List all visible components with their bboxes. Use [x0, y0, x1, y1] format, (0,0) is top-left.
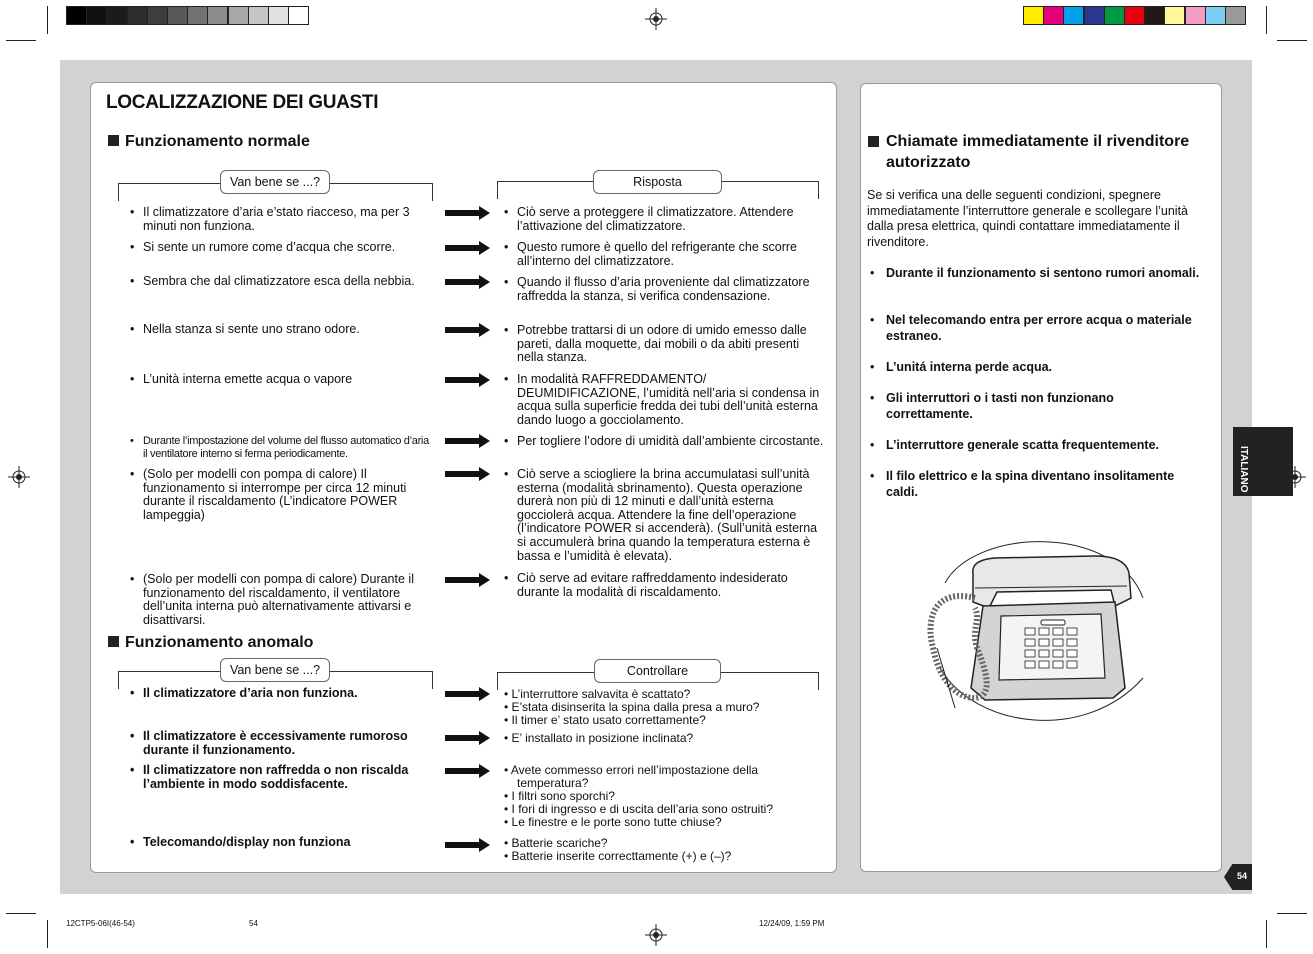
square-bullet-icon — [108, 636, 119, 647]
list-item: • L’interruttore generale scatta frequentemente. — [870, 438, 1200, 454]
footer-file: 12CTP5-06I(46-54) — [66, 919, 135, 928]
language-tab-label: ITALIANO — [1238, 446, 1249, 493]
list-item: • Telecomando/display non funziona — [130, 836, 435, 850]
list-item: • L’unità interna emette acqua o vapore — [130, 373, 435, 387]
arrow-right-icon — [445, 573, 490, 587]
color-swatch — [1023, 6, 1044, 25]
check-item: • Avete commesso errori nell’impostazione della temperatura? — [504, 763, 759, 790]
arrow-right-icon — [445, 373, 490, 387]
list-item: • Nel telecomando entra per errore acqua o materiale estraneo. — [870, 313, 1200, 344]
section-abnormal-label: Funzionamento anomalo — [125, 634, 314, 651]
list-item: • Il filo elettrico e la spina diventano insolitamente caldi. — [870, 469, 1200, 500]
arrow-right-icon — [445, 275, 490, 289]
color-swatch — [1084, 6, 1105, 25]
arrow-right-icon — [445, 434, 490, 448]
list-item: • (Solo per modelli con pompa di calore) Il funzionamento si interrompe per circa 12 minuti durante il riscaldamento (L’indicatore POWER lampeggia) — [130, 468, 435, 522]
registration-mark-icon — [8, 466, 30, 488]
color-swatch — [1205, 6, 1226, 25]
list-item: • Ciò serve ad evitare raffreddamento indesiderato durante la modalità di riscaldamento. — [504, 572, 826, 599]
gray-swatch — [288, 6, 309, 25]
check-item: • I filtri sono sporchi? — [504, 789, 615, 803]
gray-swatch — [127, 6, 148, 25]
header-van-bene: Van bene se ...? — [220, 658, 330, 682]
list-item: • Ciò serve a sciogliere la brina accumulatasi sull’unità esterna (modalità sbrinamento). Questa operazione durerà non più di 12 minuti e dall’unità esterna gocciolerà acqua. Attendere la fine dell’operazione (l’indicatore POWER si accenderà). (Sull’unità esterna si accumulerà brina quando la temperatura esterna è bassa e l’umidità è elevata). — [504, 468, 826, 563]
arrow-right-icon — [445, 241, 490, 255]
footer-page: 54 — [249, 919, 258, 928]
arrow-right-icon — [445, 764, 490, 778]
section-normal-label: Funzionamento normale — [125, 133, 310, 150]
list-item: • Durante il funzionamento si sentono rumori anomali. — [870, 266, 1200, 282]
check-item: • E’stata disinserita la spina dalla presa a muro? — [504, 700, 760, 714]
gray-swatch — [268, 6, 289, 25]
gray-swatch — [66, 6, 87, 25]
list-item: • Il climatizzatore d’aria e’stato riacceso, ma per 3 minuti non funziona. — [130, 206, 435, 233]
color-swatch — [1043, 6, 1064, 25]
gray-swatch — [207, 6, 228, 25]
list-item: • Nella stanza si sente uno strano odore. — [130, 323, 435, 337]
color-swatch — [1185, 6, 1206, 25]
check-item: • Batterie scariche? — [504, 836, 608, 850]
list-item: • In modalità RAFFREDDAMENTO/ DEUMIDIFICAZIONE, l’umidità nell’aria si condensa in acqua sulla superficie fredda dei tubi dell’unità esterna dando luogo a gocciolamento. — [504, 373, 826, 427]
color-swatch — [1144, 6, 1165, 25]
list-item: • Durante l’impostazione del volume del flusso automatico d’aria il ventilatore interno si ferma periodicamente. — [130, 435, 435, 460]
page-title: LOCALIZZAZIONE DEI GUASTI — [106, 92, 379, 113]
registration-mark-icon — [645, 8, 667, 30]
list-item: • Potrebbe trattarsi di un odore di umido emesso dalle pareti, dalla moquette, dai mobili o da abiti presenti nella stanza. — [504, 324, 826, 365]
color-swatch — [1104, 6, 1125, 25]
gray-swatch — [147, 6, 168, 25]
right-intro: Se si verifica una delle seguenti condizioni, spegnere immediatamente l’interruttore generale e scollegare l’unità dalla presa elettrica, quindi contattare immediatamente il rivenditore. — [867, 188, 1189, 249]
list-item: • Si sente un rumore come d’acqua che scorre. — [130, 241, 435, 255]
gray-swatch — [187, 6, 208, 25]
check-item: • Batterie inserite correcttamente (+) e (–)? — [504, 849, 732, 863]
arrow-right-icon — [445, 731, 490, 745]
section-normal — [108, 133, 310, 151]
gray-swatch — [106, 6, 127, 25]
check-item: • Il timer e’ stato usato correttamente? — [504, 713, 706, 727]
list-item: • Ciò serve a proteggere il climatizzatore. Attendere l’attivazione del climatizzatore. — [504, 206, 826, 233]
color-swatch — [1063, 6, 1084, 25]
list-item: • Quando il flusso d’aria proveniente dal climatizzatore raffredda la stanza, si verifica condensazione. — [504, 276, 826, 303]
list-item: • Sembra che dal climatizzatore esca della nebbia. — [130, 275, 435, 289]
list-item: • L’unitá interna perde acqua. — [870, 360, 1200, 376]
header-controllare: Controllare — [594, 659, 721, 683]
arrow-right-icon — [445, 467, 490, 481]
right-heading: Chiamate immediatamente il rivenditore autorizzato — [868, 131, 1208, 173]
arrow-right-icon — [445, 687, 490, 701]
list-item: • Questo rumore è quello del refrigerante che scorre all’interno del climatizzatore. — [504, 241, 826, 268]
gray-swatch — [167, 6, 188, 25]
arrow-right-icon — [445, 838, 490, 852]
square-bullet-icon — [868, 136, 879, 147]
check-item: • I fori di ingresso e di uscita dell’aria sono ostruiti? — [504, 802, 774, 816]
gray-swatch — [228, 6, 249, 25]
telephone-illustration — [915, 528, 1155, 728]
section-abnormal — [108, 634, 313, 652]
header-risposta: Risposta — [593, 170, 722, 194]
arrow-right-icon — [445, 206, 490, 220]
color-swatch — [1164, 6, 1185, 25]
gray-swatch — [248, 6, 269, 25]
check-item: • L’interruttore salvavita è scattato? — [504, 687, 691, 701]
list-item: • Gli interruttori o i tasti non funzionano correttamente. — [870, 391, 1200, 422]
arrow-right-icon — [445, 323, 490, 337]
check-item: • Le finestre e le porte sono tutte chiuse? — [504, 815, 722, 829]
list-item: • (Solo per modelli con pompa di calore) Durante il funzionamento del riscaldamento, il ventilatore dell’unita interna può alternativamente attivarsi e disattivarsi. — [130, 573, 435, 627]
page-number: 54 — [1236, 871, 1247, 881]
list-item: • Il climatizzatore è eccessivamente rumoroso durante il funzionamento. — [130, 730, 435, 757]
color-swatch — [1124, 6, 1145, 25]
check-item: • E’ installato in posizione inclinata? — [504, 731, 694, 745]
color-swatch — [1225, 6, 1246, 25]
list-item: • Il climatizzatore non raffredda o non riscalda l’ambiente in modo soddisfacente. — [130, 764, 435, 791]
footer-date: 12/24/09, 1:59 PM — [759, 919, 825, 928]
list-item: • Per togliere l’odore di umidità dall’ambiente circostante. — [504, 435, 826, 449]
header-van-bene: Van bene se ...? — [220, 170, 330, 194]
square-bullet-icon — [108, 135, 119, 146]
list-item: • Il climatizzatore d’aria non funziona. — [130, 687, 435, 701]
registration-mark-icon — [645, 924, 667, 946]
gray-swatch — [86, 6, 107, 25]
